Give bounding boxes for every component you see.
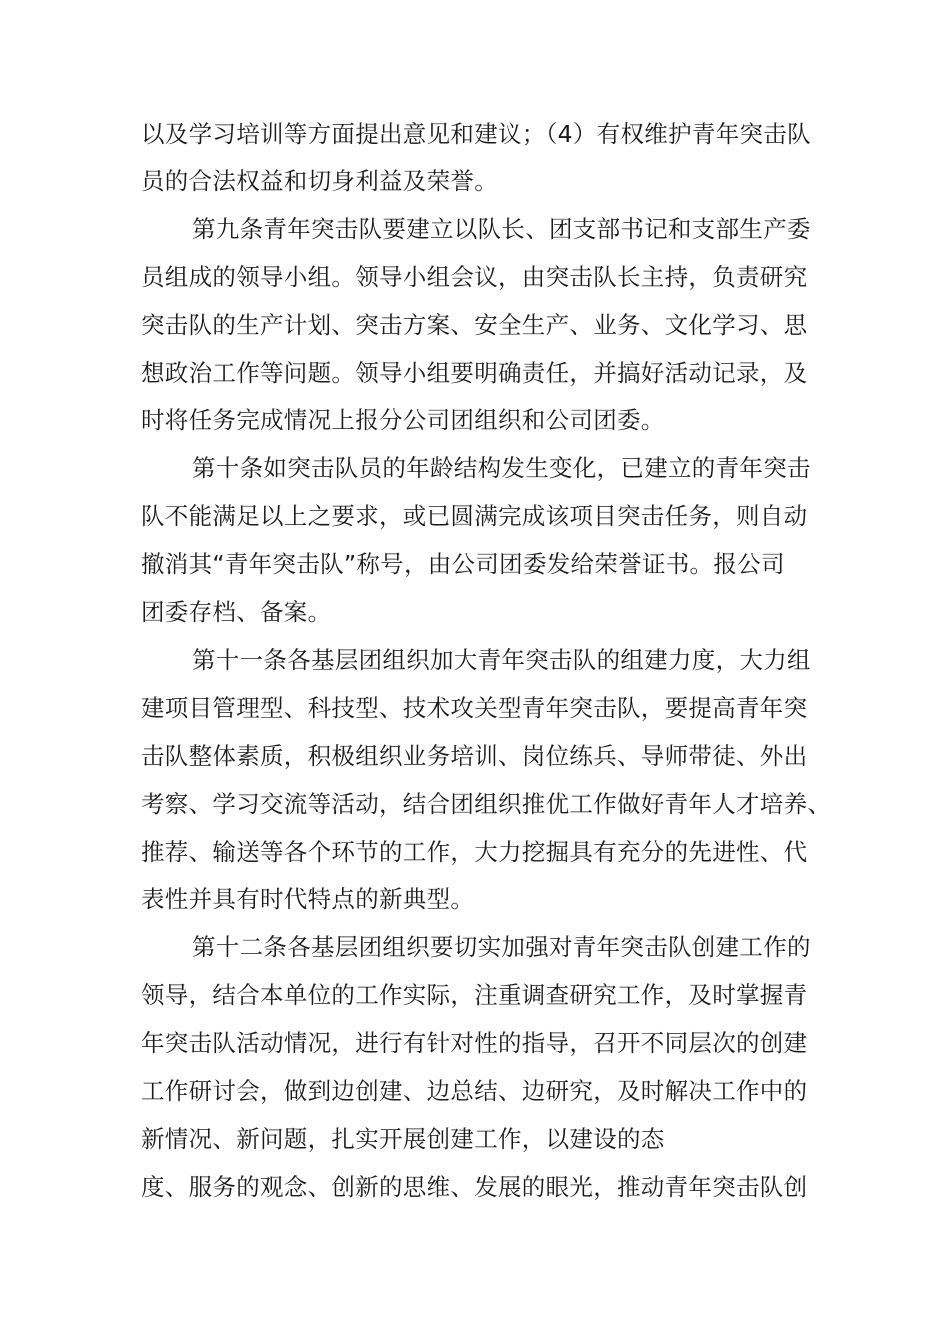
text-line: 表性并具有时代特点的新典型。: [141, 885, 475, 913]
text-line: 员组成的领导小组。领导小组会议，由突击队长主持，负责研究: [141, 263, 808, 291]
text-line: 工作研讨会，做到边创建、边总结、边研究，及时解决工作中的: [141, 1077, 808, 1105]
text-line: 建项目管理型、科技型、技术攻关型青年突击队，要提高青年突: [141, 694, 808, 722]
text-line: 领导，结合本单位的工作实际，注重调查研究工作，及时掌握青: [141, 981, 808, 1009]
text-line: 击队整体素质，积极组织业务培训、岗位练兵、导师带徒、外出: [141, 742, 808, 770]
text-line: 想政治工作等问题。领导小组要明确责任，并搞好活动记录，及: [141, 359, 808, 387]
paragraph-start-article-11: 第十一条各基层团组织加大青年突击队的组建力度，大力组: [192, 646, 811, 674]
paragraph-start-article-12: 第十二条各基层团组织要切实加强对青年突击队创建工作的: [192, 933, 811, 961]
text-line: 考察、学习交流等活动，结合团组织推优工作做好青年人才培养、: [141, 790, 832, 818]
text-line: 撤消其“青年突击队”称号，由公司团委发给荣誉证书。报公司: [141, 550, 785, 578]
text-line: 突击队的生产计划、突击方案、安全生产、业务、文化学习、思: [141, 311, 808, 339]
text-line: 年突击队活动情况，进行有针对性的指导，召开不同层次的创建: [141, 1029, 808, 1057]
text-line: 时将任务完成情况上报分公司团组织和公司团委。: [141, 406, 665, 434]
text-line: 员的合法权益和切身利益及荣誉。: [141, 167, 498, 195]
text-line: 推荐、输送等各个环节的工作，大力挖掘具有充分的先进性、代: [141, 838, 808, 866]
text-line: 队不能满足以上之要求，或已圆满完成该项目突击任务，则自动: [141, 502, 808, 530]
paragraph-start-article-10: 第十条如突击队员的年龄结构发生变化，已建立的青年突击: [192, 454, 811, 482]
text-line: 以及学习培训等方面提出意见和建议；（4）有权维护青年突击队: [141, 120, 811, 148]
text-line: 团委存档、备案。: [141, 598, 332, 626]
text-line: 度、服务的观念、创新的思维、发展的眼光，推动青年突击队创: [141, 1173, 808, 1201]
paragraph-start-article-9: 第九条青年突击队要建立以队长、团支部书记和支部生产委: [192, 215, 811, 243]
text-line: 新情况、新问题，扎实开展创建工作，以建设的态: [141, 1125, 665, 1153]
